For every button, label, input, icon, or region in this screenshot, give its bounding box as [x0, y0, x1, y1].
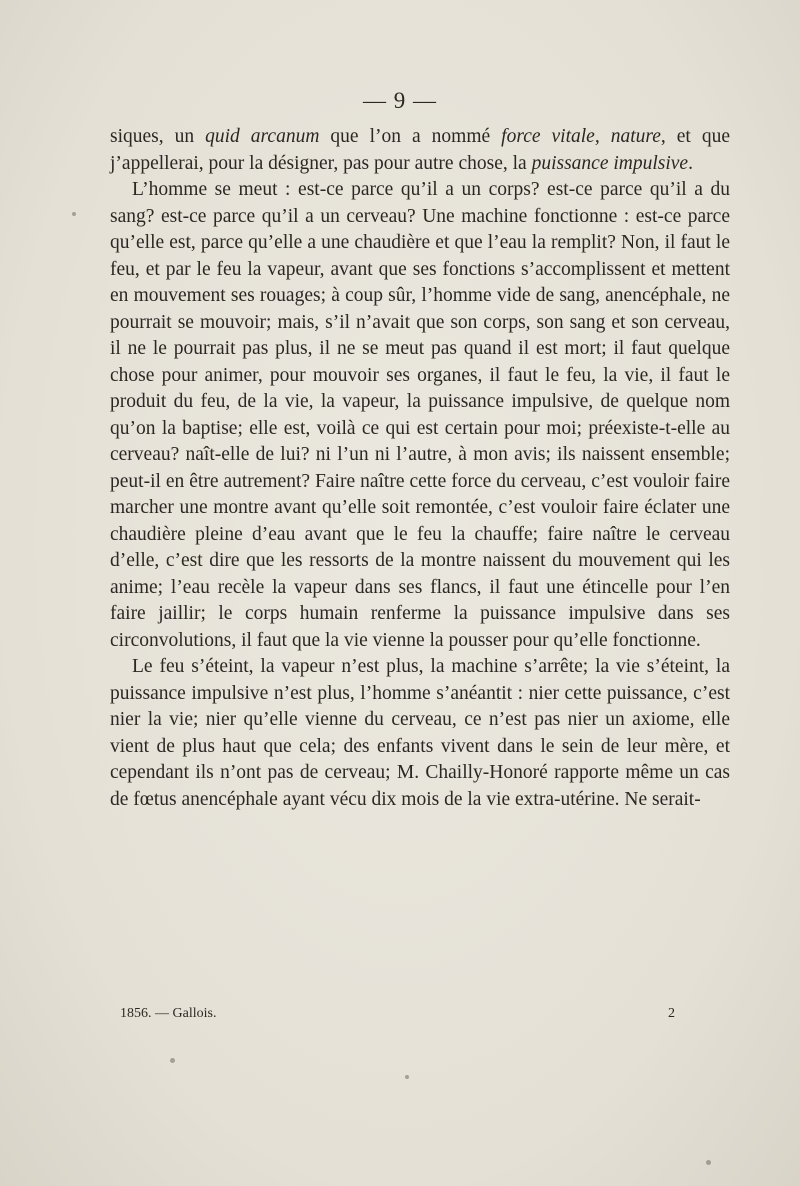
paragraph-1-text-b: que l’on a nommé [319, 126, 502, 147]
paragraph-2: L’homme se meut : est-ce parce qu’il a un corps? est-ce parce qu’il a du sang? est-ce parce qu’il a un cerveau? Une machine fonctionne : est-ce parce qu’elle est, parce qu’elle a une chaudière et que l’eau la remplit? Non, il faut le feu, et par le feu la vapeur, avant que ses fonctions s’accomplissent et mettent en mouvement ses rouages; à coup sûr, l’homme vide de sang, anencéphale, ne pourrait se mouvoir; mais, s’il n’avait que son corps, son sang et son cerveau, il ne le pourrait pas plus, il ne se meut pas quand il est mort; il faut quelque chose pour animer, pour mouvoir ses organes, il faut le feu, la vie, il faut le produit du feu, de la vie, la vapeur, la puissance impulsive, de quelque nom qu’on la baptise; elle est, voilà ce qui est certain pour moi; préexiste-t-elle au cerveau? naît-elle de lui? ni l’un ni l’autre, à mon avis; ils naissent ensemble; peut-il en être autrement? Faire naître cette force du cerveau, c’est vouloir faire marcher une montre avant qu’elle soit remontée, c’est vouloir faire éclater une chaudière pleine d’eau avant que le feu la chauffe; faire naître le cerveau d’elle, c’est dire que les ressorts de la montre naissent du mouvement qui les anime; l’eau recèle la vapeur dans ses flancs, il faut une étincelle pour l’en faire jaillir; le corps humain renferme la puissance impulsive dans ses circonvolutions, il faut que la vie vienne la pousser pour qu’elle fonctionne. [110, 179, 730, 651]
ink-speck [72, 212, 76, 216]
paragraph-3: Le feu s’éteint, la vapeur n’est plus, la machine s’arrête; la vie s’éteint, la puissance impulsive n’est plus, l’homme s’anéantit : nier cette puissance, c’est nier la vie; nier qu’elle vienne du cerveau, ce n’est pas nier un axiome, elle vient de plus haut que cela; des enfants vivent dans le sein de leur mère, et cependant ils n’ont pas de cerveau; M. Chailly-Honoré rapporte même un cas de fœtus anencéphale ayant vécu dix mois de la vie extra-utérine. Ne serait- [110, 656, 730, 810]
ink-speck [405, 1075, 409, 1079]
page-footer [120, 1006, 675, 1022]
ink-speck [706, 1160, 711, 1165]
paragraph-1-italic-a: quid arcanum [205, 126, 320, 147]
paragraph-1-text-c: , et que j’appellerai, pour la désigner, pas pour autre chose, la [110, 126, 731, 174]
sheet-number: 2 [668, 1006, 675, 1021]
paragraph-1 [110, 124, 730, 177]
paragraph-1-text-a: siques, un [110, 126, 206, 147]
page-number: — 9 — [363, 88, 437, 113]
paragraph-1-italic-b: force vitale, nature [501, 126, 661, 147]
body-text [110, 124, 730, 813]
paragraph-1-italic-c: puissance impulsive [531, 152, 689, 174]
ink-speck [170, 1058, 175, 1063]
printer-signature: 1856. — Gallois. [120, 1006, 217, 1021]
paragraph-1-text-d: . [688, 152, 693, 174]
